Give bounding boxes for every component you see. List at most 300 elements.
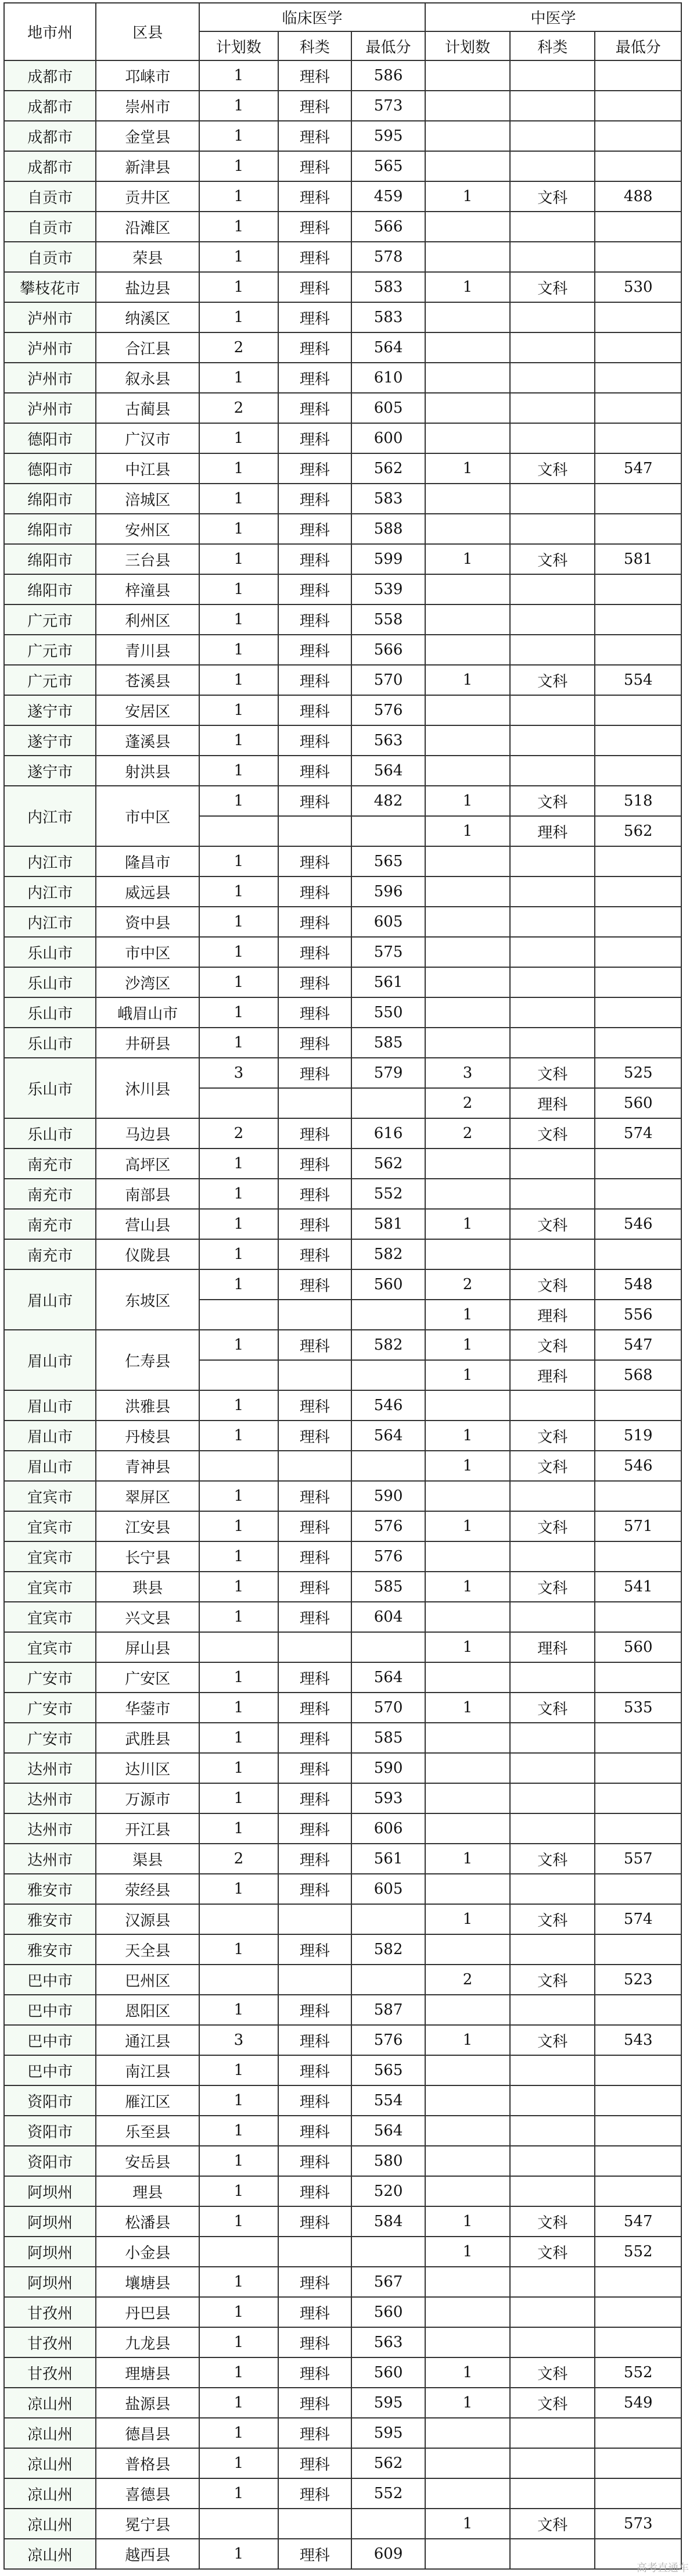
cell-tcm-plan: 3 [425,1058,510,1088]
cell-clinical-subject: 理科 [278,2085,352,2116]
cell-tcm-plan: 1 [425,1844,510,1874]
cell-tcm-plan [425,1753,510,1783]
cell-clinical-min-score: 600 [351,423,425,453]
cell-tcm-min-score: 523 [595,1965,681,1995]
cell-clinical-min-score: 561 [351,967,425,997]
table-row [4,121,681,151]
cell-city: 雅安市 [4,1904,96,1934]
cell-tcm-plan [425,1995,510,2025]
cell-tcm-plan: 1 [425,1300,510,1330]
cell-city: 泸州市 [4,363,96,393]
cell-tcm-min-score: 547 [595,2206,681,2237]
cell-tcm-plan [425,1662,510,1693]
cell-clinical-min-score: 605 [351,393,425,423]
cell-clinical-plan: 1 [199,1330,278,1360]
cell-tcm-min-score [595,2418,681,2448]
cell-tcm-plan [425,937,510,967]
cell-clinical-subject: 理科 [278,484,352,514]
table-row [4,544,681,574]
cell-city: 阿坝州 [4,2206,96,2237]
cell-city: 泸州市 [4,332,96,363]
cell-county: 理塘县 [96,2357,199,2388]
cell-city: 南充市 [4,1209,96,1239]
header-clinical: 临床医学 [199,3,425,31]
cell-tcm-min-score [595,2146,681,2176]
cell-tcm-subject [510,1239,595,1269]
cell-clinical-min-score: 566 [351,635,425,665]
cell-clinical-subject: 理科 [278,2448,352,2478]
cell-clinical-min-score: 610 [351,363,425,393]
cell-clinical-subject: 理科 [278,604,352,635]
header-tcm: 中医学 [425,3,681,31]
cell-tcm-min-score: 552 [595,2237,681,2267]
cell-clinical-plan: 1 [199,544,278,574]
cell-county: 邛崃市 [96,60,199,91]
cell-tcm-min-score: 574 [595,1904,681,1934]
cell-tcm-subject [510,1813,595,1844]
cell-clinical-subject: 理科 [278,1058,352,1088]
cell-city: 南充市 [4,1179,96,1209]
cell-tcm-plan [425,60,510,91]
table-row [4,2388,681,2418]
cell-county: 叙永县 [96,363,199,393]
cell-clinical-min-score: 566 [351,212,425,242]
cell-clinical-plan: 1 [199,2357,278,2388]
table-row [4,393,681,423]
table-row [4,665,681,695]
table-row [4,2418,681,2448]
cell-county: 江安县 [96,1511,199,1541]
cell-clinical-subject: 理科 [278,937,352,967]
cell-tcm-subject: 文科 [510,2509,595,2539]
cell-tcm-subject [510,967,595,997]
cell-county: 利州区 [96,604,199,635]
table-row [4,212,681,242]
cell-county: 营山县 [96,1209,199,1239]
cell-clinical-plan [199,1360,278,1390]
cell-county: 恩阳区 [96,1995,199,2025]
cell-city: 成都市 [4,151,96,181]
cell-tcm-subject: 文科 [510,453,595,484]
cell-county: 高坪区 [96,1149,199,1179]
cell-tcm-min-score: 573 [595,2509,681,2539]
cell-clinical-plan: 1 [199,2327,278,2357]
cell-tcm-subject [510,2539,595,2569]
cell-clinical-subject: 理科 [278,1149,352,1179]
cell-tcm-plan: 1 [425,1693,510,1723]
cell-county: 丹棱县 [96,1421,199,1451]
table-row [4,1693,681,1723]
cell-tcm-subject [510,2116,595,2146]
cell-clinical-subject: 理科 [278,2418,352,2448]
table-row [4,635,681,665]
cell-county: 青神县 [96,1451,199,1481]
cell-clinical-plan: 1 [199,2539,278,2569]
cell-tcm-min-score [595,2297,681,2327]
cell-clinical-subject: 理科 [278,60,352,91]
cell-clinical-subject: 理科 [278,1783,352,1813]
cell-tcm-plan: 2 [425,1269,510,1300]
cell-tcm-min-score: 530 [595,272,681,302]
cell-tcm-plan [425,242,510,272]
cell-tcm-plan: 1 [425,181,510,212]
cell-tcm-plan [425,2448,510,2478]
table-row [4,2237,681,2267]
cell-clinical-plan: 1 [199,1874,278,1904]
table-row [4,2176,681,2206]
cell-tcm-plan [425,2085,510,2116]
cell-county: 安居区 [96,695,199,725]
cell-clinical-subject: 理科 [278,2055,352,2085]
cell-county: 崇州市 [96,91,199,121]
cell-clinical-plan: 1 [199,423,278,453]
cell-tcm-plan: 2 [425,1088,510,1118]
table-row [4,2357,681,2388]
cell-clinical-plan: 1 [199,2146,278,2176]
cell-clinical-plan: 1 [199,967,278,997]
cell-tcm-min-score: 560 [595,1632,681,1662]
cell-clinical-plan: 1 [199,60,278,91]
cell-tcm-plan [425,332,510,363]
cell-clinical-plan: 1 [199,604,278,635]
cell-city: 南充市 [4,1239,96,1269]
cell-clinical-subject: 理科 [278,756,352,786]
header-tcm-min-score: 最低分 [595,31,681,60]
cell-county: 通江县 [96,2025,199,2055]
cell-tcm-min-score [595,1995,681,2025]
cell-tcm-subject [510,937,595,967]
cell-county: 合江县 [96,332,199,363]
cell-clinical-subject: 理科 [278,665,352,695]
cell-clinical-subject: 理科 [278,2116,352,2146]
cell-city: 凉山州 [4,2448,96,2478]
cell-tcm-min-score [595,695,681,725]
cell-county: 射洪县 [96,756,199,786]
cell-county: 资中县 [96,907,199,937]
cell-clinical-subject: 理科 [278,2206,352,2237]
cell-clinical-min-score [351,816,425,846]
cell-clinical-plan [199,2509,278,2539]
cell-clinical-subject: 理科 [278,2176,352,2206]
cell-county: 市中区 [96,786,199,846]
cell-clinical-subject: 理科 [278,997,352,1028]
cell-tcm-subject [510,1662,595,1693]
cell-clinical-min-score: 562 [351,453,425,484]
cell-tcm-plan [425,876,510,907]
cell-clinical-min-score: 576 [351,2025,425,2055]
table-row [4,181,681,212]
admission-table [3,2,682,2570]
table-row [4,1118,681,1149]
cell-clinical-min-score: 482 [351,786,425,816]
cell-city: 内江市 [4,846,96,876]
cell-clinical-plan: 1 [199,574,278,604]
table-row [4,363,681,393]
cell-tcm-min-score: 557 [595,1844,681,1874]
cell-county: 乐至县 [96,2116,199,2146]
cell-tcm-min-score: 571 [595,1511,681,1541]
cell-tcm-plan: 1 [425,1572,510,1602]
cell-clinical-plan: 1 [199,1602,278,1632]
cell-tcm-plan [425,997,510,1028]
cell-tcm-subject [510,1753,595,1783]
cell-tcm-min-score [595,1028,681,1058]
cell-clinical-subject: 理科 [278,242,352,272]
table-row [4,2116,681,2146]
cell-clinical-min-score [351,1632,425,1662]
cell-county: 冕宁县 [96,2509,199,2539]
cell-clinical-subject: 理科 [278,1390,352,1421]
cell-clinical-plan: 1 [199,907,278,937]
cell-tcm-min-score [595,1813,681,1844]
cell-tcm-plan [425,695,510,725]
cell-city: 广元市 [4,604,96,635]
table-row [4,1965,681,1995]
cell-clinical-plan: 2 [199,1118,278,1149]
cell-city: 宜宾市 [4,1481,96,1511]
cell-clinical-min-score: 595 [351,2388,425,2418]
cell-tcm-subject [510,907,595,937]
cell-clinical-plan: 1 [199,514,278,544]
cell-clinical-plan [199,1965,278,1995]
cell-clinical-plan: 1 [199,1269,278,1300]
cell-county: 壤塘县 [96,2267,199,2297]
table-row [4,1541,681,1572]
cell-clinical-subject [278,1300,352,1330]
cell-tcm-min-score [595,846,681,876]
cell-tcm-plan [425,91,510,121]
cell-clinical-subject: 理科 [278,2025,352,2055]
cell-tcm-min-score [595,876,681,907]
cell-tcm-min-score [595,151,681,181]
cell-tcm-plan [425,1602,510,1632]
cell-tcm-subject: 文科 [510,786,595,816]
cell-tcm-plan [425,846,510,876]
cell-city: 眉山市 [4,1421,96,1451]
cell-clinical-min-score: 546 [351,1390,425,1421]
table-row [4,2055,681,2085]
cell-clinical-plan: 1 [199,2055,278,2085]
header-city: 地市州 [4,3,96,60]
header-clinical-subject: 科类 [278,31,352,60]
cell-clinical-subject: 理科 [278,1572,352,1602]
cell-clinical-plan: 1 [199,1511,278,1541]
cell-tcm-plan [425,302,510,332]
cell-tcm-subject [510,60,595,91]
cell-tcm-min-score [595,60,681,91]
cell-tcm-plan [425,1179,510,1209]
cell-clinical-plan [199,1088,278,1118]
cell-county: 九龙县 [96,2327,199,2357]
cell-county: 理县 [96,2176,199,2206]
cell-city: 泸州市 [4,302,96,332]
cell-clinical-min-score: 560 [351,2297,425,2327]
cell-clinical-plan: 2 [199,393,278,423]
cell-clinical-plan: 2 [199,1844,278,1874]
cell-tcm-plan [425,484,510,514]
cell-county: 武胜县 [96,1723,199,1753]
table-row [4,242,681,272]
cell-tcm-subject: 文科 [510,2206,595,2237]
cell-city: 凉山州 [4,2539,96,2569]
cell-county: 盐边县 [96,272,199,302]
cell-tcm-plan [425,514,510,544]
cell-tcm-min-score [595,514,681,544]
cell-clinical-plan: 1 [199,212,278,242]
cell-tcm-subject [510,1390,595,1421]
table-row [4,2267,681,2297]
cell-city: 绵阳市 [4,484,96,514]
cell-clinical-plan [199,2237,278,2267]
cell-tcm-subject [510,212,595,242]
cell-city: 南充市 [4,1149,96,1179]
cell-county: 小金县 [96,2237,199,2267]
cell-clinical-subject: 理科 [278,1481,352,1511]
cell-clinical-min-score: 565 [351,151,425,181]
cell-clinical-plan [199,1632,278,1662]
cell-clinical-plan: 1 [199,1693,278,1723]
cell-tcm-min-score [595,967,681,997]
cell-county: 古蔺县 [96,393,199,423]
cell-county: 渠县 [96,1844,199,1874]
cell-tcm-min-score: 574 [595,1118,681,1149]
table-row [4,272,681,302]
watermark: 高考直通车 [637,2562,689,2574]
cell-clinical-min-score: 590 [351,1753,425,1783]
cell-tcm-subject [510,2085,595,2116]
cell-clinical-min-score: 520 [351,2176,425,2206]
cell-city: 遂宁市 [4,725,96,756]
cell-clinical-min-score: 596 [351,876,425,907]
cell-clinical-plan: 1 [199,1995,278,2025]
cell-clinical-min-score [351,1300,425,1330]
cell-county: 中江县 [96,453,199,484]
cell-clinical-plan: 1 [199,756,278,786]
cell-clinical-plan: 1 [199,2085,278,2116]
cell-tcm-plan [425,212,510,242]
cell-tcm-plan: 1 [425,1421,510,1451]
cell-clinical-plan: 1 [199,695,278,725]
cell-tcm-min-score: 548 [595,1269,681,1300]
cell-tcm-min-score [595,725,681,756]
cell-tcm-min-score [595,393,681,423]
cell-tcm-min-score [595,242,681,272]
cell-tcm-subject [510,2146,595,2176]
cell-clinical-min-score: 576 [351,695,425,725]
cell-tcm-subject [510,2448,595,2478]
cell-clinical-subject: 理科 [278,1723,352,1753]
cell-tcm-subject [510,756,595,786]
cell-clinical-min-score: 604 [351,1602,425,1632]
cell-clinical-plan: 1 [199,1149,278,1179]
table-row [4,604,681,635]
table-row [4,1632,681,1662]
cell-city: 德阳市 [4,423,96,453]
cell-tcm-plan [425,756,510,786]
cell-clinical-subject: 理科 [278,725,352,756]
cell-tcm-subject [510,604,595,635]
table-row [4,574,681,604]
cell-clinical-subject: 理科 [278,181,352,212]
cell-clinical-min-score: 565 [351,846,425,876]
cell-county: 南部县 [96,1179,199,1209]
cell-clinical-subject: 理科 [278,1541,352,1572]
cell-tcm-plan: 1 [425,544,510,574]
cell-clinical-min-score: 570 [351,1693,425,1723]
cell-tcm-subject [510,997,595,1028]
cell-clinical-min-score: 575 [351,937,425,967]
table-row [4,1662,681,1693]
cell-county: 沐川县 [96,1058,199,1118]
table-row [4,1028,681,1058]
cell-county: 喜德县 [96,2478,199,2509]
cell-tcm-min-score: 554 [595,665,681,695]
cell-county: 沿滩区 [96,212,199,242]
cell-city: 巴中市 [4,2025,96,2055]
cell-clinical-min-score [351,1088,425,1118]
cell-clinical-plan: 1 [199,121,278,151]
cell-clinical-min-score: 552 [351,2478,425,2509]
header-clinical-plan: 计划数 [199,31,278,60]
cell-clinical-plan: 1 [199,1572,278,1602]
cell-tcm-min-score [595,635,681,665]
table-row [4,2206,681,2237]
table-row [4,1390,681,1421]
cell-tcm-plan [425,2327,510,2357]
cell-tcm-min-score [595,756,681,786]
cell-tcm-subject [510,363,595,393]
cell-city: 遂宁市 [4,756,96,786]
cell-tcm-plan [425,635,510,665]
cell-clinical-plan [199,1451,278,1481]
cell-county: 开江县 [96,1813,199,1844]
cell-county: 仁寿县 [96,1330,199,1390]
cell-city: 眉山市 [4,1269,96,1330]
cell-tcm-plan [425,1390,510,1421]
cell-clinical-subject: 理科 [278,302,352,332]
cell-tcm-plan: 1 [425,1360,510,1390]
cell-county: 屏山县 [96,1632,199,1662]
cell-tcm-min-score: 543 [595,2025,681,2055]
cell-clinical-subject: 理科 [278,453,352,484]
cell-county: 兴文县 [96,1602,199,1632]
cell-county: 长宁县 [96,1541,199,1572]
cell-city: 甘孜州 [4,2297,96,2327]
cell-clinical-subject: 理科 [278,1662,352,1693]
cell-clinical-min-score [351,1965,425,1995]
cell-tcm-min-score [595,2267,681,2297]
cell-clinical-min-score: 585 [351,1028,425,1058]
cell-clinical-subject: 理科 [278,1421,352,1451]
cell-county: 新津县 [96,151,199,181]
cell-city: 资阳市 [4,2146,96,2176]
table-row [4,876,681,907]
cell-county: 万源市 [96,1783,199,1813]
table-row [4,2327,681,2357]
cell-county: 达川区 [96,1753,199,1783]
cell-tcm-plan: 1 [425,2025,510,2055]
cell-tcm-plan: 1 [425,2357,510,2388]
table-row [4,997,681,1028]
cell-city: 宜宾市 [4,1541,96,1572]
cell-clinical-min-score: 539 [351,574,425,604]
cell-county: 丹巴县 [96,2297,199,2327]
cell-clinical-subject: 理科 [278,151,352,181]
cell-clinical-min-score: 564 [351,1421,425,1451]
cell-clinical-subject [278,816,352,846]
cell-clinical-subject [278,1451,352,1481]
cell-clinical-plan: 1 [199,1421,278,1451]
